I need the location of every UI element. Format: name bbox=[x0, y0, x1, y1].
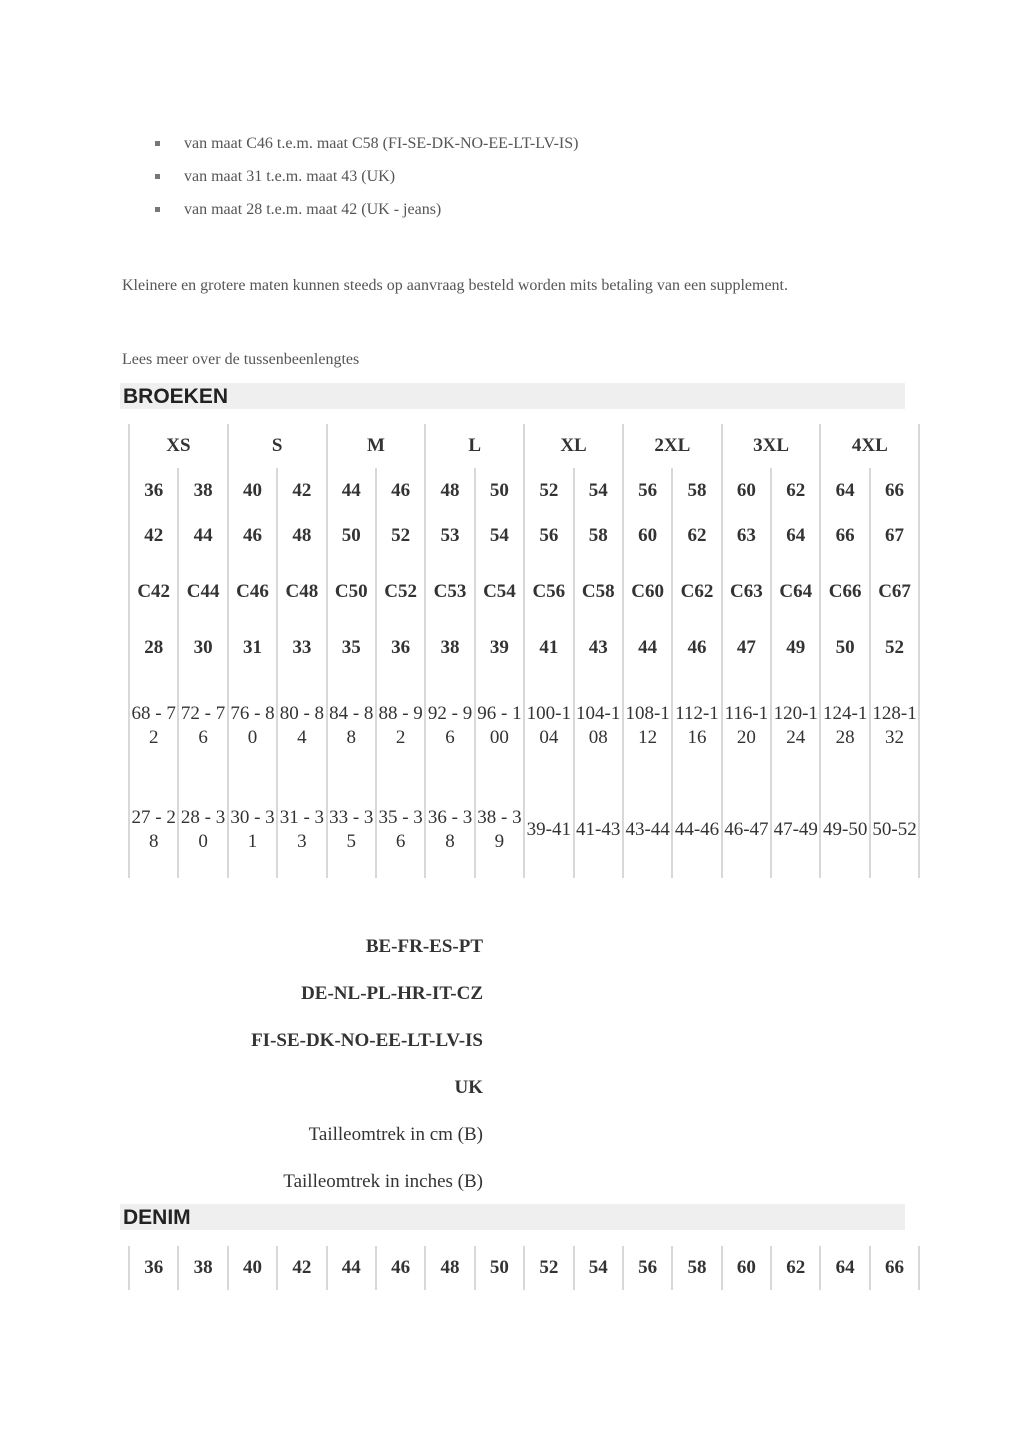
table-cell: 44 bbox=[327, 1246, 376, 1290]
table-cell: 54 bbox=[574, 1246, 623, 1290]
row-label: Tailleomtrek in cm (B) bbox=[308, 1124, 483, 1145]
row-label: UK bbox=[454, 1077, 483, 1098]
table-cell: 108-112 bbox=[623, 670, 672, 782]
row-label: Tailleomtrek in inches (B) bbox=[283, 1171, 483, 1192]
table-cell: 36 - 38 bbox=[425, 782, 474, 878]
table-cell: 35 bbox=[327, 625, 376, 670]
bullet-square-icon bbox=[155, 207, 160, 212]
list-item: van maat 31 t.e.m. maat 43 (UK) bbox=[153, 167, 578, 200]
table-cell: 38 bbox=[178, 1246, 227, 1290]
table-cell: 58 bbox=[574, 513, 623, 558]
size-header-cell: 3XL bbox=[722, 424, 821, 468]
table-cell: 38 - 39 bbox=[475, 782, 524, 878]
table-cell: 27 - 28 bbox=[129, 782, 178, 878]
table-cell: 36 bbox=[376, 625, 425, 670]
table-cell: C64 bbox=[771, 558, 820, 625]
bullet-square-icon bbox=[155, 141, 160, 146]
denim-size-table bbox=[128, 1246, 920, 1290]
table-cell: C56 bbox=[524, 558, 573, 625]
table-cell: 58 bbox=[672, 468, 721, 513]
table-cell: 62 bbox=[672, 513, 721, 558]
table-cell: 88 - 92 bbox=[376, 670, 425, 782]
denim-section-header bbox=[120, 1204, 905, 1230]
table-cell: 53 bbox=[425, 513, 474, 558]
table-cell: 33 - 35 bbox=[327, 782, 376, 878]
table-cell: 42 bbox=[277, 1246, 326, 1290]
table-cell: 44-46 bbox=[672, 782, 721, 878]
table-cell: 47-49 bbox=[771, 782, 820, 878]
table-cell: 50 bbox=[475, 1246, 524, 1290]
size-header-cell: 4XL bbox=[820, 424, 919, 468]
table-cell: C42 bbox=[129, 558, 178, 625]
table-cell: C52 bbox=[376, 558, 425, 625]
broeken-section-header bbox=[120, 383, 905, 409]
table-cell: 48 bbox=[425, 468, 474, 513]
table-cell: 56 bbox=[524, 513, 573, 558]
row-labels bbox=[251, 932, 483, 1214]
table-cell: 42 bbox=[129, 513, 178, 558]
table-cell: 39-41 bbox=[524, 782, 573, 878]
table-cell: 104-108 bbox=[574, 670, 623, 782]
section-title: DENIM bbox=[123, 1206, 191, 1229]
section-title: BROEKEN bbox=[123, 385, 229, 408]
table-cell: 66 bbox=[820, 513, 869, 558]
table-cell: 38 bbox=[178, 468, 227, 513]
table-cell: 46-47 bbox=[722, 782, 771, 878]
row-label: DE-NL-PL-HR-IT-CZ bbox=[301, 983, 483, 1004]
table-cell: 50 bbox=[820, 625, 869, 670]
table-row bbox=[129, 782, 919, 878]
table-cell: 64 bbox=[820, 1246, 869, 1290]
table-cell: 66 bbox=[870, 1246, 919, 1290]
table-row bbox=[129, 468, 919, 513]
table-cell: C50 bbox=[327, 558, 376, 625]
table-cell: 72 - 76 bbox=[178, 670, 227, 782]
table-cell: 120-124 bbox=[771, 670, 820, 782]
table-cell: 44 bbox=[623, 625, 672, 670]
table-cell: 46 bbox=[376, 1246, 425, 1290]
table-cell: 50 bbox=[475, 468, 524, 513]
table-cell: 46 bbox=[376, 468, 425, 513]
row-label: BE-FR-ES-PT bbox=[365, 936, 483, 957]
table-cell: C58 bbox=[574, 558, 623, 625]
table-cell: 42 bbox=[277, 468, 326, 513]
table-cell: 63 bbox=[722, 513, 771, 558]
size-header-cell: M bbox=[327, 424, 426, 468]
table-cell: 28 - 30 bbox=[178, 782, 227, 878]
table-cell: 38 bbox=[425, 625, 474, 670]
table-cell: 36 bbox=[129, 1246, 178, 1290]
table-cell: 68 - 72 bbox=[129, 670, 178, 782]
table-cell: 96 - 100 bbox=[475, 670, 524, 782]
table-cell: 36 bbox=[129, 468, 178, 513]
table-cell: 62 bbox=[771, 1246, 820, 1290]
table-cell: C60 bbox=[623, 558, 672, 625]
table-cell: 43-44 bbox=[623, 782, 672, 878]
table-cell: 64 bbox=[771, 513, 820, 558]
table-cell: 112-116 bbox=[672, 670, 721, 782]
table-cell: 49-50 bbox=[820, 782, 869, 878]
table-cell: C46 bbox=[228, 558, 277, 625]
size-header-cell: 2XL bbox=[623, 424, 722, 468]
table-cell: C62 bbox=[672, 558, 721, 625]
table-cell: 56 bbox=[623, 1246, 672, 1290]
table-cell: 60 bbox=[623, 513, 672, 558]
size-header-cell: L bbox=[425, 424, 524, 468]
table-cell: 80 - 84 bbox=[277, 670, 326, 782]
table-cell: 43 bbox=[574, 625, 623, 670]
table-cell: 41-43 bbox=[574, 782, 623, 878]
list-item: van maat 28 t.e.m. maat 42 (UK - jeans) bbox=[153, 200, 578, 233]
table-cell: C63 bbox=[722, 558, 771, 625]
table-row bbox=[129, 424, 919, 468]
table-cell: C48 bbox=[277, 558, 326, 625]
table-cell: 39 bbox=[475, 625, 524, 670]
table-cell: 52 bbox=[524, 1246, 573, 1290]
table-cell: C54 bbox=[475, 558, 524, 625]
table-cell: 128-132 bbox=[870, 670, 919, 782]
table-cell: 30 bbox=[178, 625, 227, 670]
size-header-cell: XL bbox=[524, 424, 623, 468]
table-cell: C44 bbox=[178, 558, 227, 625]
list-item: van maat C46 t.e.m. maat C58 (FI-SE-DK-NO-EE-LT-LV-IS) bbox=[153, 134, 578, 167]
table-cell: 76 - 80 bbox=[228, 670, 277, 782]
table-cell: 58 bbox=[672, 1246, 721, 1290]
table-cell: 60 bbox=[722, 468, 771, 513]
table-cell: 40 bbox=[228, 1246, 277, 1290]
table-cell: 54 bbox=[574, 468, 623, 513]
table-cell: 52 bbox=[376, 513, 425, 558]
table-cell: 48 bbox=[277, 513, 326, 558]
table-cell: 52 bbox=[524, 468, 573, 513]
table-cell: 64 bbox=[820, 468, 869, 513]
size-header-cell: S bbox=[228, 424, 327, 468]
table-cell: C67 bbox=[870, 558, 919, 625]
table-cell: 33 bbox=[277, 625, 326, 670]
table-cell: 31 - 33 bbox=[277, 782, 326, 878]
table-row bbox=[129, 1246, 919, 1290]
table-cell: 60 bbox=[722, 1246, 771, 1290]
table-cell: 49 bbox=[771, 625, 820, 670]
table-cell: 54 bbox=[475, 513, 524, 558]
table-cell: 84 - 88 bbox=[327, 670, 376, 782]
table-cell: 47 bbox=[722, 625, 771, 670]
table-cell: 62 bbox=[771, 468, 820, 513]
size-range-list bbox=[153, 134, 578, 233]
table-cell: 50-52 bbox=[870, 782, 919, 878]
table-row bbox=[129, 558, 919, 625]
supplement-note: Kleinere en grotere maten kunnen steeds op aanvraag besteld worden mits betaling van een supplement. bbox=[122, 277, 788, 294]
table-cell: 56 bbox=[623, 468, 672, 513]
table-cell: 116-120 bbox=[722, 670, 771, 782]
row-label: FI-SE-DK-NO-EE-LT-LV-IS bbox=[251, 1030, 483, 1051]
broeken-size-table bbox=[128, 424, 920, 878]
read-more-link[interactable]: Lees meer over de tussenbeenlengtes bbox=[122, 351, 360, 368]
table-cell: 44 bbox=[178, 513, 227, 558]
table-cell: 35 - 36 bbox=[376, 782, 425, 878]
table-cell: 66 bbox=[870, 468, 919, 513]
table-cell: 100-104 bbox=[524, 670, 573, 782]
table-cell: 52 bbox=[870, 625, 919, 670]
table-row bbox=[129, 625, 919, 670]
table-cell: 28 bbox=[129, 625, 178, 670]
table-cell: 92 - 96 bbox=[425, 670, 474, 782]
size-header-cell: XS bbox=[129, 424, 228, 468]
table-cell: 30 - 31 bbox=[228, 782, 277, 878]
table-row bbox=[129, 670, 919, 782]
table-row bbox=[129, 513, 919, 558]
table-cell: C53 bbox=[425, 558, 474, 625]
table-cell: 44 bbox=[327, 468, 376, 513]
table-cell: 31 bbox=[228, 625, 277, 670]
table-cell: 46 bbox=[672, 625, 721, 670]
table-cell: 67 bbox=[870, 513, 919, 558]
table-cell: 48 bbox=[425, 1246, 474, 1290]
table-cell: C66 bbox=[820, 558, 869, 625]
table-cell: 41 bbox=[524, 625, 573, 670]
table-cell: 50 bbox=[327, 513, 376, 558]
bullet-square-icon bbox=[155, 174, 160, 179]
table-cell: 46 bbox=[228, 513, 277, 558]
table-cell: 124-128 bbox=[820, 670, 869, 782]
table-cell: 40 bbox=[228, 468, 277, 513]
